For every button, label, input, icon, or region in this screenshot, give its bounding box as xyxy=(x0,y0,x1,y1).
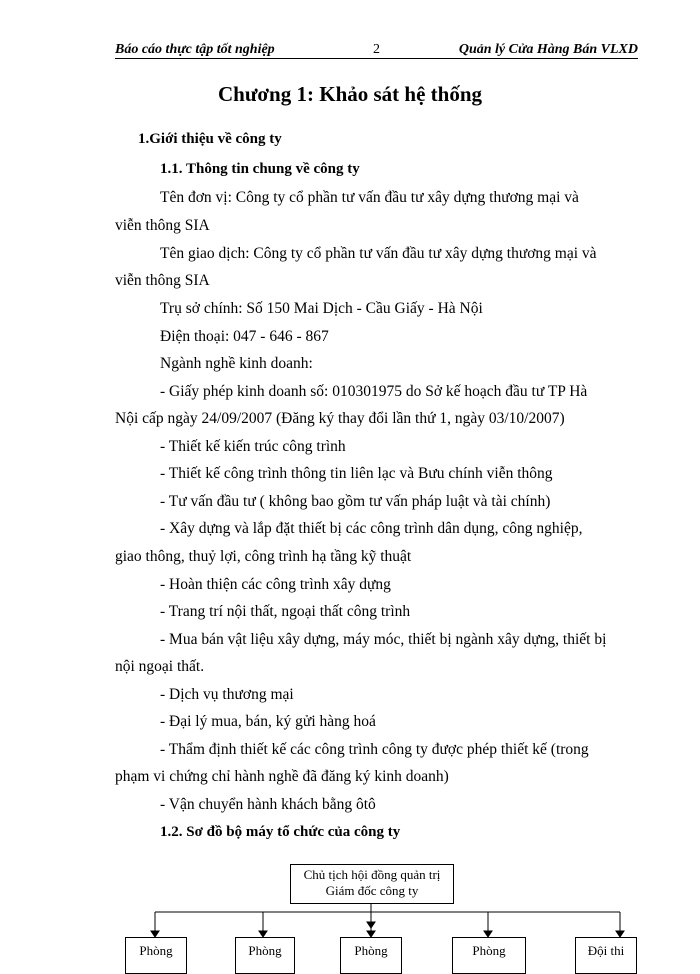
list-item: - Dịch vụ thương mại xyxy=(160,686,294,703)
org-box-department: Phòng xyxy=(235,937,295,974)
list-item: - Xây dựng và lắp đặt thiết bị các công trình dân dụng, công nghiệp, xyxy=(160,520,583,537)
body-line: Trụ sở chính: Số 150 Mai Dịch - Cầu Giấy - Hà Nội xyxy=(160,300,483,317)
list-item: - Hoàn thiện các công trình xây dựng xyxy=(160,576,391,593)
page-number: 2 xyxy=(373,42,380,57)
body-line: Ngành nghề kinh doanh: xyxy=(160,355,313,372)
body-line: Điện thoại: 047 - 646 - 867 xyxy=(160,328,329,345)
org-box-department: Phòng xyxy=(452,937,526,974)
body-line: Nội cấp ngày 24/09/2007 (Đăng ký thay đổi lần thứ 1, ngày 03/10/2007) xyxy=(115,410,565,427)
list-item: - Giấy phép kinh doanh số: 010301975 do Sở kế hoạch đầu tư TP Hà xyxy=(160,383,588,400)
subsection-heading: 1.2. Sơ đồ bộ máy tổ chức của công ty xyxy=(160,824,401,840)
header-report-title: Báo cáo thực tập tốt nghiệp xyxy=(115,42,275,57)
header-project-title: Quản lý Cửa Hàng Bán VLXD xyxy=(458,42,638,57)
list-item: - Thiết kế công trình thông tin liên lạc và Bưu chính viễn thông xyxy=(160,465,553,482)
org-box-department: Phòng xyxy=(125,937,187,974)
org-box-department: Phòng xyxy=(340,937,402,974)
list-item: - Trang trí nội thất, ngoại thất công trình xyxy=(160,603,411,620)
body-line: giao thông, thuỷ lợi, công trình hạ tầng kỹ thuật xyxy=(115,548,412,565)
list-item: - Đại lý mua, bán, ký gửi hàng hoá xyxy=(160,713,376,730)
list-item: - Thẩm định thiết kế các công trình công ty được phép thiết kế (trong xyxy=(160,741,589,758)
body-line: phạm vi chứng chỉ hành nghề đã đăng ký kinh doanh) xyxy=(115,768,449,785)
body-line: viễn thông SIA xyxy=(115,272,210,289)
org-box-line: Giám đốc công ty xyxy=(325,883,419,898)
list-item: - Mua bán vật liệu xây dựng, máy móc, thiết bị ngành xây dựng, thiết bị xyxy=(160,631,607,648)
list-item: - Vận chuyển hành khách bằng ôtô xyxy=(160,796,376,813)
section-heading: 1.Giới thiệu về công ty xyxy=(138,131,282,147)
chapter-title: Chương 1: Khảo sát hệ thống xyxy=(217,82,483,106)
list-item: - Tư vấn đầu tư ( không bao gồm tư vấn pháp luật và tài chính) xyxy=(160,493,551,510)
org-box-construction-team: Đội thi xyxy=(575,937,637,974)
body-line: nội ngoại thất. xyxy=(115,658,205,675)
body-line: Tên giao dịch: Công ty cổ phần tư vấn đầu tư xây dựng thương mại và xyxy=(160,245,597,262)
subsection-heading: 1.1. Thông tin chung về công ty xyxy=(160,161,360,177)
list-item: - Thiết kế kiến trúc công trình xyxy=(160,438,346,455)
org-box-chairman-director xyxy=(290,864,454,904)
org-box-line: Chủ tịch hội đồng quản trị xyxy=(303,867,441,882)
arrow-icon xyxy=(367,922,375,928)
body-line: Tên đơn vị: Công ty cổ phần tư vấn đầu tư xây dựng thương mại và xyxy=(160,189,579,206)
body-line: viễn thông SIA xyxy=(115,217,210,234)
